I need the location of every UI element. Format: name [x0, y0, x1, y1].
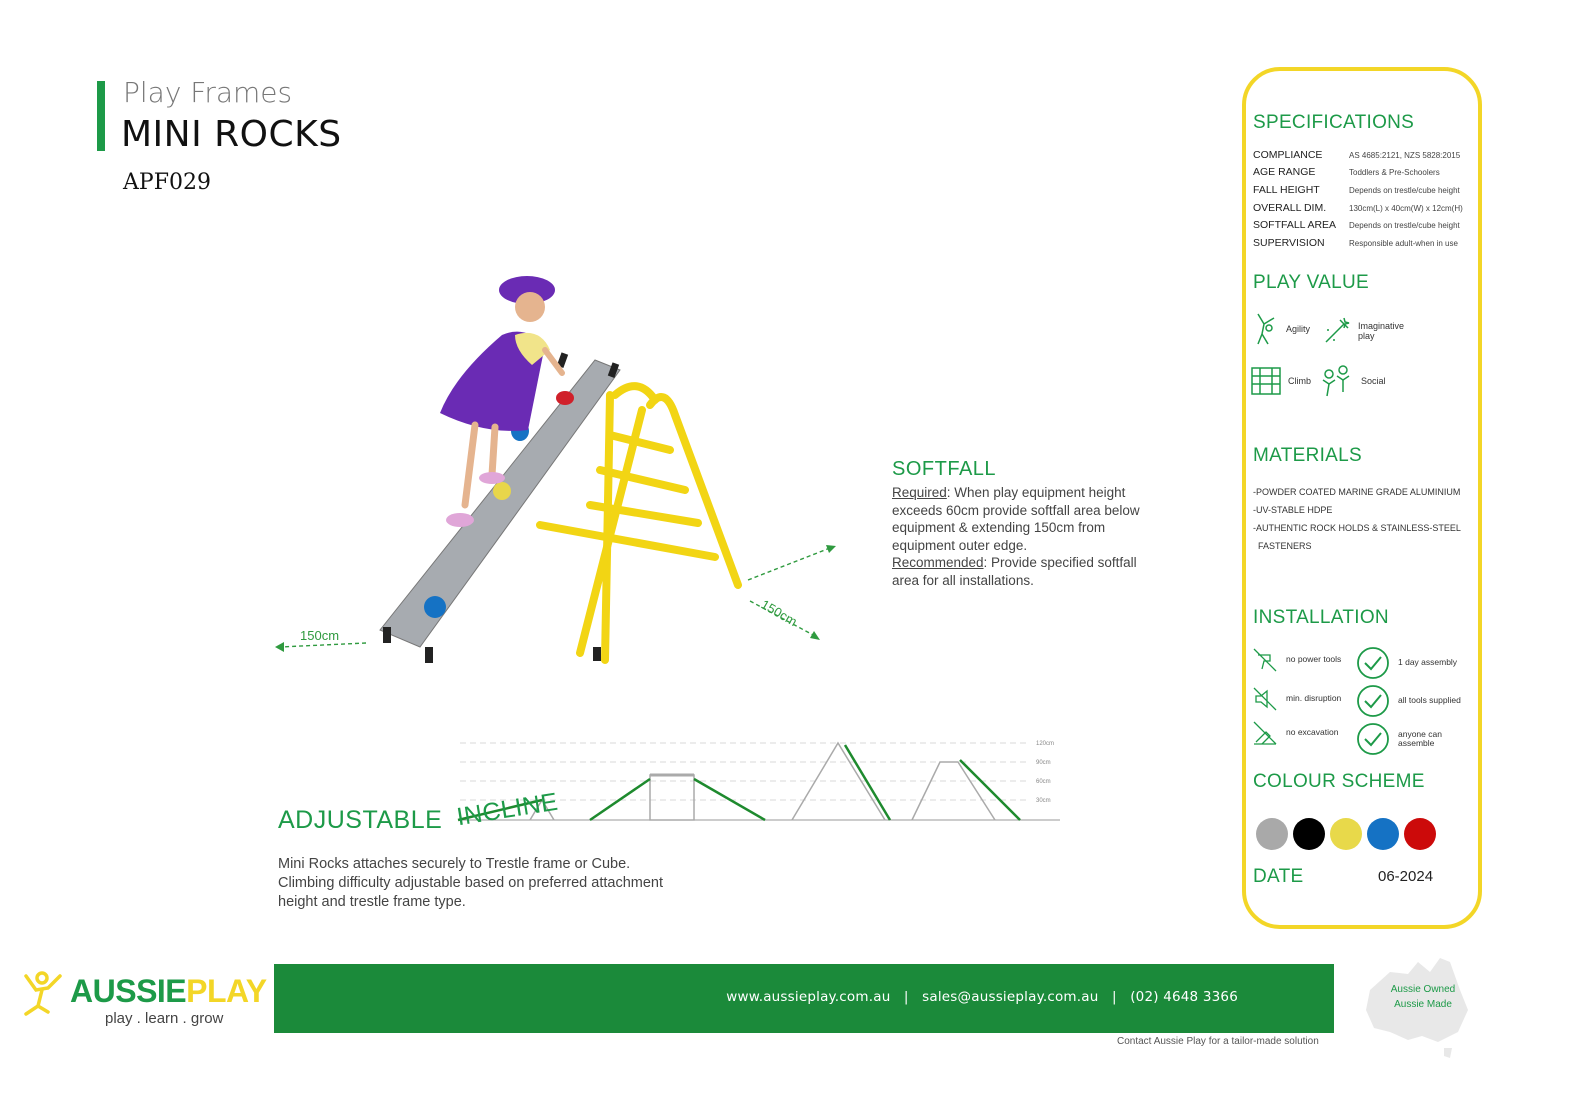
right-distance-label: 150cm — [758, 596, 800, 630]
spec-label: COMPLIANCE — [1253, 149, 1323, 161]
rock-hold-yellow — [493, 482, 511, 500]
date-label: DATE — [1253, 866, 1304, 887]
aussie-play-logo — [20, 970, 267, 1027]
installation-label: 1 day assembly — [1398, 657, 1458, 668]
softfall-text — [892, 484, 1142, 589]
imaginative-play-icon — [1322, 316, 1352, 346]
min-disruption-icon — [1252, 686, 1278, 712]
spec-row-supervision — [1253, 237, 1483, 249]
installation-no-power-tools — [1252, 647, 1341, 673]
jumping-figure-icon — [20, 970, 68, 1018]
spec-row-overall-dim — [1253, 202, 1483, 214]
installation-label: all tools supplied — [1398, 695, 1461, 706]
scale-label-30: 30cm — [1036, 798, 1051, 804]
spec-label: AGE RANGE — [1253, 166, 1316, 178]
spec-value: 130cm(L) x 40cm(W) x 12cm(H) — [1349, 204, 1463, 213]
spec-row-age-range — [1253, 166, 1483, 178]
left-distance-label: 150cm — [300, 628, 340, 643]
spec-label: SOFTFALL AREA — [1253, 219, 1337, 231]
incline-word: INCLINE — [454, 787, 560, 832]
spec-row-fall-height — [1253, 184, 1483, 196]
softfall-required-text: : When play equipment height exceeds 60cm provide softfall area below equipment & extending 150cm from equipment outer edge. — [892, 485, 1140, 553]
installation-min-disruption — [1252, 686, 1341, 712]
check-icon — [1356, 684, 1390, 718]
adjustable-word: ADJUSTABLE — [278, 806, 443, 834]
product-code: APF029 — [123, 170, 211, 195]
spec-value: AS 4685:2121, NZS 5828:2015 — [1349, 151, 1461, 160]
play-value-climb — [1250, 366, 1311, 396]
play-value-label: Climb — [1288, 376, 1312, 386]
product-category: Play Frames — [123, 76, 293, 109]
spec-row-compliance — [1253, 149, 1483, 161]
spec-value: Responsible adult-when in use — [1349, 239, 1458, 248]
agility-icon — [1254, 312, 1280, 346]
softfall-section — [892, 458, 1142, 589]
installation-anyone-can-assemble — [1356, 722, 1458, 756]
spec-label: SUPERVISION — [1253, 237, 1325, 249]
installation-label: no power tools — [1286, 654, 1342, 665]
installation-label: min. disruption — [1286, 693, 1342, 704]
badge-aussie-owned: Aussie Owned — [1390, 984, 1456, 995]
colour-swatch-yellow — [1330, 818, 1362, 850]
title-accent-bar — [97, 81, 105, 151]
no-power-tools-icon — [1252, 647, 1278, 673]
spec-label: FALL HEIGHT — [1253, 184, 1320, 196]
date-value: 06-2024 — [1378, 868, 1434, 885]
play-value-social — [1321, 364, 1386, 398]
materials-list — [1253, 483, 1483, 555]
scale-label-90: 90cm — [1036, 760, 1051, 766]
check-icon — [1356, 722, 1390, 756]
spec-value: Depends on trestle/cube height — [1349, 221, 1460, 230]
play-value-imaginative — [1322, 316, 1418, 346]
colour-swatch-grey — [1256, 818, 1288, 850]
softfall-title: SOFTFALL — [892, 458, 997, 480]
specifications-title: SPECIFICATIONS — [1253, 112, 1415, 133]
play-value-label: Agility — [1286, 324, 1311, 334]
material-line: -AUTHENTIC ROCK HOLDS & STAINLESS-STEEL — [1253, 523, 1461, 533]
installation-one-day-assembly — [1356, 646, 1457, 680]
logo-wordmark — [70, 973, 267, 1010]
installation-label: no excavation — [1286, 727, 1339, 738]
softfall-required-label: Required — [892, 485, 947, 500]
colour-swatch-black — [1293, 818, 1325, 850]
rock-hold-red — [556, 391, 574, 405]
product-title: MINI ROCKS — [121, 114, 342, 155]
spec-value: Toddlers & Pre-Schoolers — [1349, 168, 1440, 177]
softfall-recommended-label: Recommended — [892, 555, 984, 570]
social-icon — [1321, 364, 1355, 398]
materials-title: MATERIALS — [1253, 445, 1362, 466]
installation-no-excavation — [1252, 720, 1338, 746]
play-value-label: Social — [1361, 376, 1386, 386]
rock-hold-blue-low — [424, 596, 446, 618]
installation-label: anyone can assemble — [1398, 728, 1442, 748]
logo-tagline: play . learn . grow — [105, 1010, 224, 1027]
material-line: -UV-STABLE HDPE — [1253, 505, 1333, 515]
play-value-label: Imaginative play — [1358, 321, 1405, 341]
climb-icon — [1250, 366, 1282, 396]
logo-play: PLAY — [186, 973, 267, 1009]
play-value-title: PLAY VALUE — [1253, 272, 1370, 293]
softfall-recommended-text: : Provide specified softfall area for all installations. — [892, 555, 1137, 588]
installation-all-tools-supplied — [1356, 684, 1461, 718]
colour-scheme-title: COLOUR SCHEME — [1253, 771, 1425, 792]
material-line: FASTENERS — [1253, 541, 1312, 551]
scale-label-120: 120cm — [1036, 741, 1055, 747]
material-line: -POWDER COATED MARINE GRADE ALUMINIUM — [1253, 487, 1461, 497]
installation-title: INSTALLATION — [1253, 607, 1389, 628]
check-icon — [1356, 646, 1390, 680]
logo-aussie: AUSSIE — [70, 973, 187, 1009]
left-distance-arrow — [280, 643, 366, 647]
adjustable-incline-title — [278, 787, 560, 835]
colour-swatch-red — [1404, 818, 1436, 850]
footer-contact[interactable]: www.aussieplay.com.au | sales@aussieplay.com.au | (02) 4648 3366 — [726, 989, 1238, 1005]
adjustable-incline-description: Mini Rocks attaches securely to Trestle frame or Cube. Climbing difficulty adjustable based on preferred attachment height and trestle frame type. — [278, 856, 664, 910]
footer-bar — [274, 964, 1334, 1033]
product-illustration — [270, 255, 850, 695]
spec-value: Depends on trestle/cube height — [1349, 186, 1460, 195]
play-value-agility — [1254, 312, 1310, 346]
colour-swatch-blue — [1367, 818, 1399, 850]
spec-label: OVERALL DIM. — [1253, 202, 1327, 214]
no-excavation-icon — [1252, 720, 1278, 746]
badge-aussie-made: Aussie Made — [1394, 999, 1452, 1010]
scale-label-60: 60cm — [1036, 779, 1051, 785]
spec-row-softfall-area — [1253, 219, 1483, 231]
footer-tagline: Contact Aussie Play for a tailor-made solution — [1117, 1036, 1319, 1047]
